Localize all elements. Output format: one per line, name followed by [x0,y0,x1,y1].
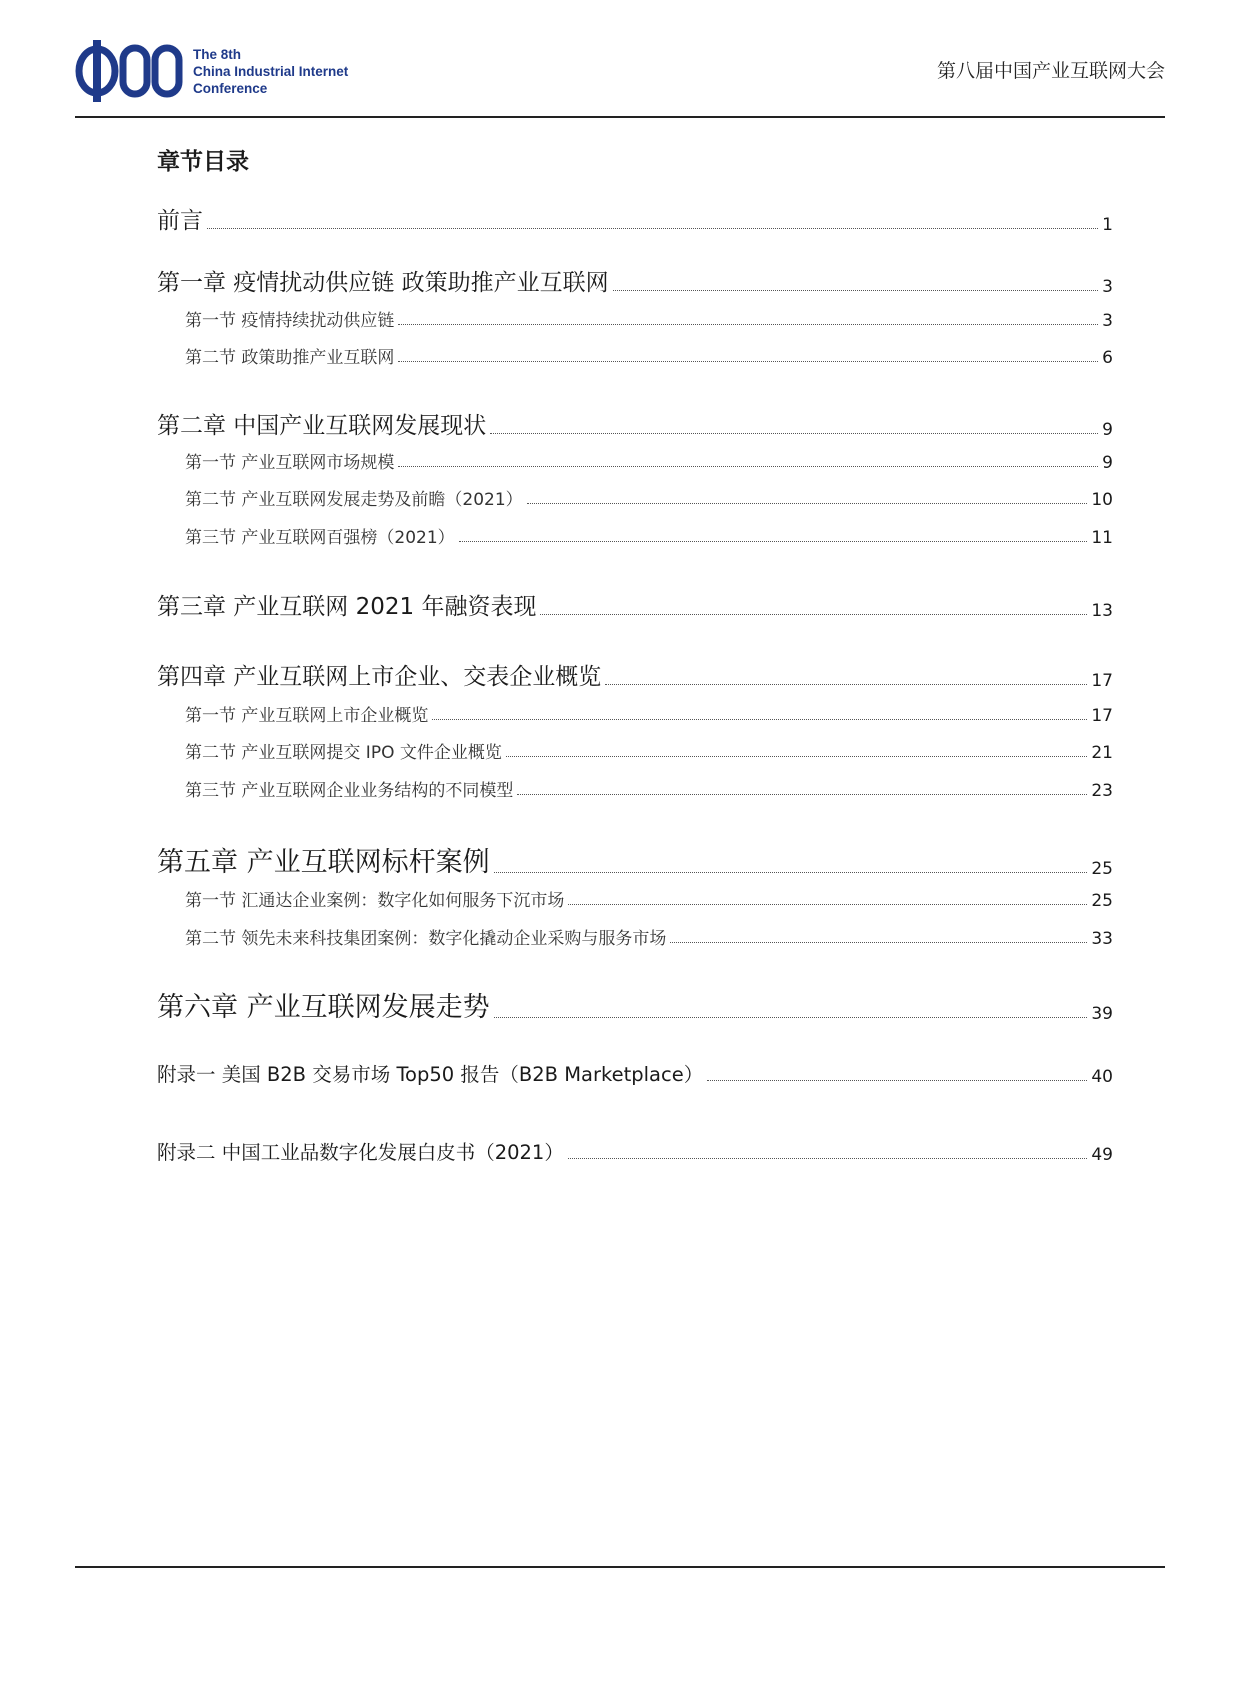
toc-entry-section[interactable] [185,776,1113,801]
toc-entry-appendix-2[interactable] [157,1137,1113,1165]
toc-entry-page: 40 [1091,1067,1113,1087]
toc-entry-preface[interactable] [157,202,1113,235]
toc-entry-chapter-6[interactable] [157,985,1113,1024]
header-divider [75,116,1165,118]
dot-leader [540,613,1087,615]
toc-entry-label: 附录二 中国工业品数字化发展白皮书（2021） [157,1141,564,1164]
toc-entry-section[interactable] [185,701,1113,726]
toc-entry-chapter-3[interactable] [157,588,1113,621]
table-of-contents [157,142,1113,1165]
dot-leader [605,683,1087,685]
toc-entry-page: 3 [1102,311,1113,331]
dot-leader [506,755,1088,757]
toc-entry-label: 第六章 产业互联网发展走势 [157,992,490,1023]
conference-title: 第八届中国产业互联网大会 [936,60,1165,82]
toc-entry-page: 9 [1102,453,1113,473]
dot-leader [207,227,1098,229]
toc-entry-page: 3 [1102,277,1113,297]
toc-entry-page: 25 [1091,891,1113,911]
dot-leader [398,323,1098,325]
dot-leader [707,1079,1087,1081]
toc-entry-page: 33 [1091,929,1113,949]
page-header [75,38,1165,118]
toc-entry-page: 13 [1091,601,1113,621]
dot-leader [494,871,1088,873]
toc-entry-page: 1 [1102,215,1113,235]
toc-entry-section[interactable] [185,485,1113,510]
dot-leader [494,1016,1088,1018]
toc-entry-section[interactable] [185,343,1113,368]
toc-entry-page: 6 [1102,348,1113,368]
toc-entry-label: 附录一 美国 B2B 交易市场 Top50 报告（B2B Marketplace） [157,1063,704,1086]
toc-entry-page: 49 [1091,1145,1113,1165]
toc-entry-chapter-5[interactable] [157,840,1113,879]
dot-leader [568,1157,1088,1159]
toc-entry-label: 前言 [157,208,203,234]
toc-entry-appendix-1[interactable] [157,1059,1113,1087]
toc-entry-section[interactable] [185,738,1113,763]
toc-entry-section[interactable] [185,924,1113,949]
toc-entry-page: 11 [1091,528,1113,548]
toc-entry-label: 第三章 产业互联网 2021 年融资表现 [157,594,537,620]
toc-entry-chapter-2[interactable] [157,407,1113,440]
cioo-logo-mark [75,38,183,104]
toc-entry-label: 第四章 产业互联网上市企业、交表企业概览 [157,664,602,690]
toc-entry-section[interactable] [185,448,1113,473]
toc-entry-page: 17 [1091,671,1113,691]
dot-leader [613,289,1099,291]
dot-leader [517,793,1087,795]
toc-entry-section[interactable] [185,886,1113,911]
dot-leader [490,432,1098,434]
dot-leader [432,718,1087,720]
toc-entry-label: 第一节 产业互联网市场规模 [185,453,395,473]
toc-entry-label: 第三节 产业互联网百强榜（2021） [185,528,455,548]
toc-entry-page: 10 [1091,490,1113,510]
footer-divider [75,1566,1165,1568]
toc-entry-page: 9 [1102,420,1113,440]
dot-leader [398,465,1098,467]
toc-entry-section[interactable] [185,523,1113,548]
logo-text [193,46,348,97]
toc-entry-label: 第一节 汇通达企业案例：数字化如何服务下沉市场 [185,891,565,911]
toc-heading: 章节目录 [157,149,249,175]
logo-line-2: China Industrial Internet [193,63,349,79]
dot-leader [670,941,1087,943]
toc-entry-label: 第三节 产业互联网企业业务结构的不同模型 [185,781,514,801]
toc-entry-label: 第一章 疫情扰动供应链 政策助推产业互联网 [157,270,609,296]
toc-entry-label: 第二章 中国产业互联网发展现状 [157,413,487,439]
toc-entry-label: 第五章 产业互联网标杆案例 [157,847,490,878]
toc-entry-chapter-4[interactable] [157,658,1113,691]
toc-entry-chapter-1[interactable] [157,264,1113,297]
conference-logo [75,38,348,104]
toc-entry-label: 第一节 疫情持续扰动供应链 [185,311,395,331]
dot-leader [398,360,1098,362]
logo-line-3: Conference [193,80,268,96]
toc-entry-page: 21 [1091,743,1113,763]
dot-leader [568,903,1087,905]
toc-entry-page: 39 [1091,1004,1113,1024]
toc-entry-page: 17 [1091,706,1113,726]
dot-leader [459,540,1088,542]
toc-entry-label: 第一节 产业互联网上市企业概览 [185,706,429,726]
toc-entry-label: 第二节 产业互联网提交 IPO 文件企业概览 [185,743,502,763]
toc-entry-page: 23 [1091,781,1113,801]
logo-line-1: The 8th [193,46,242,62]
toc-entry-label: 第二节 产业互联网发展走势及前瞻（2021） [185,490,523,510]
toc-entry-label: 第二节 领先未来科技集团案例：数字化撬动企业采购与服务市场 [185,929,667,949]
toc-entry-section[interactable] [185,306,1113,331]
toc-entry-page: 25 [1091,859,1113,879]
dot-leader [527,502,1088,504]
toc-entry-label: 第二节 政策助推产业互联网 [185,348,395,368]
